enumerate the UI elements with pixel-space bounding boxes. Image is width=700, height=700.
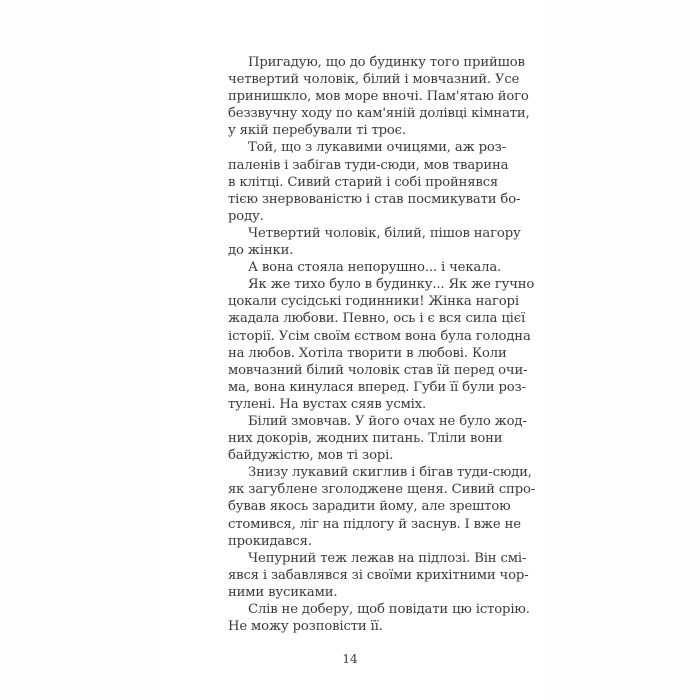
text-line: мовчазний білий чоловік став їй перед очи-: [228, 362, 528, 378]
text-line: них докорів, жодних питань. Тліли вони: [228, 431, 503, 447]
text-line: Пригадую, що до будинку того прийшов: [248, 55, 525, 70]
text-line: А вона стояла непорушно... і чекала.: [248, 260, 502, 276]
text-line: тулені. На вустах сяяв усміх.: [228, 396, 427, 412]
text-line: ними вусиками.: [228, 584, 338, 600]
text-line: до жінки.: [228, 243, 294, 259]
text-line: тією знервованістю і став посмикувати бо-: [228, 191, 521, 207]
text-line: явся і забавлявся зі своїми крихітними чор-: [228, 567, 529, 583]
text-line: бував якось зарадити йому, але зрештою: [228, 499, 511, 515]
text-line: Білий змовчав. У його очах не було жод-: [248, 413, 527, 429]
text-line: стомився, ліг на підлогу й заснув. І вже не: [228, 516, 521, 532]
text-line: жадала любови. Певно, ось і є вся сила цієї: [228, 311, 526, 327]
text-line: цокали сусідські годинники! Жінка нагорі: [228, 294, 519, 310]
text-line: історії. Усім своїм єством вона була голодна: [228, 328, 531, 344]
text-line: як загублене зголоджене щеня. Сивий спро-: [228, 482, 536, 498]
text-line: Як же тихо було в будинку... Як же гучно: [248, 277, 535, 293]
text-line: на любов. Хотіла творити в любові. Коли: [228, 345, 507, 361]
page-body-text: [228, 54, 536, 635]
text-line: паленів і забігав туди-сюди, мов тварина: [228, 157, 509, 173]
text-line: у якій перебували ті троє.: [228, 123, 406, 139]
text-line: байдужістю, мов ті зорі.: [228, 448, 394, 464]
text-line: принишкло, мов море вночі. Пам'ятаю його: [228, 89, 529, 105]
text-line: Четвертий чоловік, білий, пішов нагору: [248, 225, 521, 241]
text-line: прокидався.: [228, 533, 312, 549]
text-line: Чепурний теж лежав на підлозі. Він смі-: [248, 550, 527, 566]
text-line: роду.: [228, 208, 264, 224]
text-line: Той, що з лукавими очицями, аж роз-: [248, 140, 507, 156]
page-number: 14: [342, 652, 358, 666]
text-line: Слів не доберу, щоб повідати цю історію.: [248, 602, 530, 617]
text-line: Не можу розповісти її.: [228, 619, 383, 635]
text-line: в клітці. Сивий старий і собі пройнявся: [228, 174, 499, 190]
text-line: ма, вона кинулася вперед. Губи її були роз-: [228, 379, 526, 395]
text-line: четвертий чоловік, білий і мовчазний. Усе: [228, 72, 520, 88]
text-line: беззвучну ходу по кам'яній долівці кімнати,: [228, 106, 530, 122]
text-line: Знизу лукавий скиглив і бігав туди-сюди,: [248, 465, 532, 481]
